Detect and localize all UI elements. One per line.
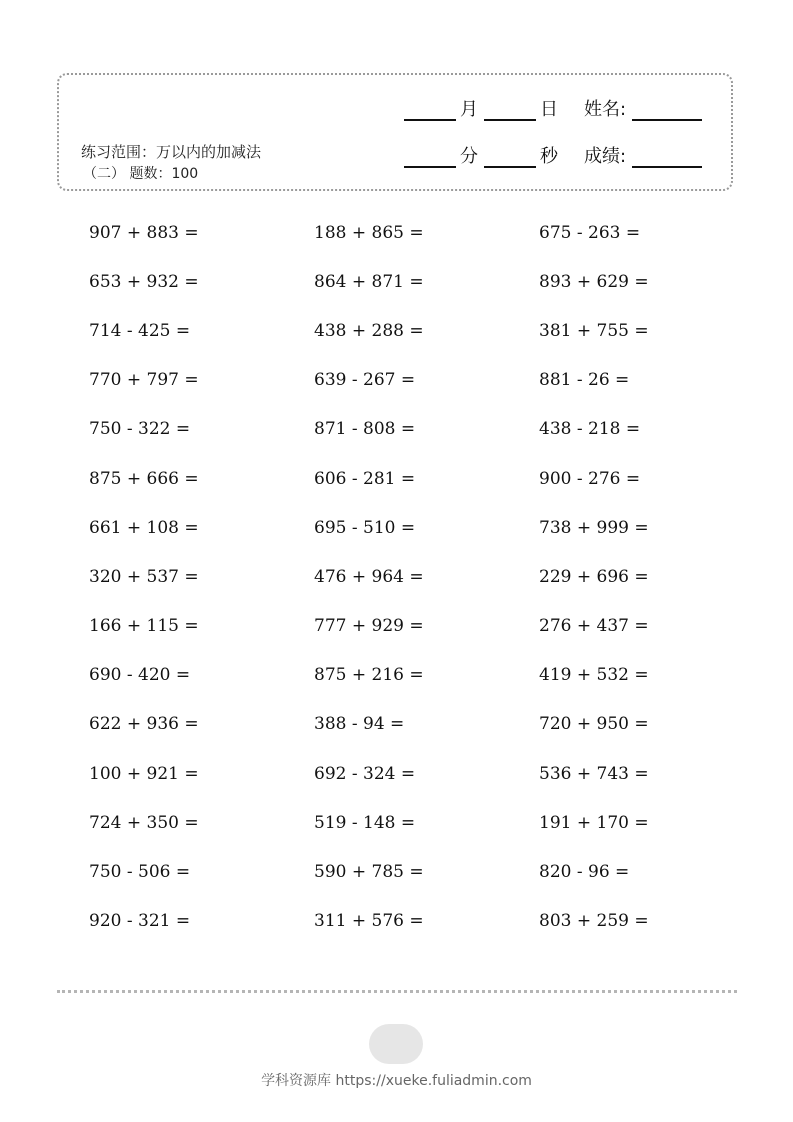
problem-row (89, 257, 689, 306)
name-blank[interactable] (632, 99, 702, 121)
problem-item: 690 - 420 = (89, 665, 191, 686)
worksheet-header (57, 73, 733, 191)
minute-blank[interactable] (404, 146, 456, 168)
problem-item: 675 - 263 = (539, 222, 641, 243)
problem-row (89, 847, 689, 896)
problem-item: 907 + 883 = (89, 222, 199, 243)
problem-item: 311 + 576 = (314, 911, 424, 932)
practice-scope (81, 141, 261, 185)
score-label: 成绩: (584, 146, 627, 167)
problem-item: 622 + 936 = (89, 714, 199, 735)
second-label: 秒 (540, 146, 558, 167)
problem-item: 590 + 785 = (314, 862, 424, 883)
score-blank[interactable] (632, 146, 702, 168)
problem-item: 714 - 425 = (89, 320, 191, 341)
problem-item: 438 + 288 = (314, 320, 424, 341)
problem-row (89, 798, 689, 847)
problem-item: 881 - 26 = (539, 370, 630, 391)
problem-item: 695 - 510 = (314, 517, 416, 538)
problem-item: 692 - 324 = (314, 763, 416, 784)
problem-item: 476 + 964 = (314, 566, 424, 587)
problem-item: 519 - 148 = (314, 812, 416, 833)
problem-item: 875 + 216 = (314, 665, 424, 686)
problem-item: 191 + 170 = (539, 812, 649, 833)
problem-item: 606 - 281 = (314, 468, 416, 489)
problem-item: 738 + 999 = (539, 517, 649, 538)
second-blank[interactable] (484, 146, 536, 168)
problem-item: 381 + 755 = (539, 320, 649, 341)
problem-item: 750 - 506 = (89, 862, 191, 883)
problem-row (89, 454, 689, 503)
page-indicator (369, 1024, 423, 1064)
problem-item: 438 - 218 = (539, 419, 641, 440)
problem-item: 276 + 437 = (539, 616, 649, 637)
date-name-row (404, 99, 702, 121)
month-blank[interactable] (404, 99, 456, 121)
problem-item: 419 + 532 = (539, 665, 649, 686)
problem-row (89, 208, 689, 257)
problem-item: 803 + 259 = (539, 911, 649, 932)
problem-item: 875 + 666 = (89, 468, 199, 489)
problem-item: 653 + 932 = (89, 271, 199, 292)
scope-count: （二） 题数：100 (83, 166, 199, 182)
problem-row (89, 503, 689, 552)
problem-row (89, 651, 689, 700)
month-label: 月 (460, 99, 478, 120)
problem-item: 639 - 267 = (314, 370, 416, 391)
problem-row (89, 356, 689, 405)
day-blank[interactable] (484, 99, 536, 121)
problem-item: 388 - 94 = (314, 714, 405, 735)
problem-row (89, 897, 689, 946)
problem-item: 724 + 350 = (89, 812, 199, 833)
problem-grid (89, 208, 689, 946)
problem-row (89, 749, 689, 798)
problem-item: 188 + 865 = (314, 222, 424, 243)
problem-item: 100 + 921 = (89, 763, 199, 784)
name-label: 姓名: (584, 99, 627, 120)
problem-item: 750 - 322 = (89, 419, 191, 440)
problem-item: 661 + 108 = (89, 517, 199, 538)
problem-item: 770 + 797 = (89, 370, 199, 391)
problem-item: 864 + 871 = (314, 271, 424, 292)
minute-label: 分 (460, 146, 478, 167)
problem-item: 893 + 629 = (539, 271, 649, 292)
problem-item: 777 + 929 = (314, 616, 424, 637)
day-label: 日 (540, 99, 558, 120)
problem-item: 166 + 115 = (89, 616, 199, 637)
problem-item: 320 + 537 = (89, 566, 199, 587)
problem-row (89, 405, 689, 454)
footer-source: 学科资源库 https://xueke.fuliadmin.com (261, 1073, 532, 1089)
problem-item: 871 - 808 = (314, 419, 416, 440)
problem-row (89, 602, 689, 651)
dotted-divider (57, 990, 737, 993)
problem-row (89, 306, 689, 355)
problem-item: 900 - 276 = (539, 468, 641, 489)
time-score-row (404, 146, 702, 168)
problem-item: 820 - 96 = (539, 862, 630, 883)
problem-item: 720 + 950 = (539, 714, 649, 735)
problem-item: 920 - 321 = (89, 911, 191, 932)
problem-item: 536 + 743 = (539, 763, 649, 784)
problem-item: 229 + 696 = (539, 566, 649, 587)
problem-row (89, 700, 689, 749)
scope-title: 练习范围：万以内的加减法 (81, 143, 262, 161)
problem-row (89, 552, 689, 601)
